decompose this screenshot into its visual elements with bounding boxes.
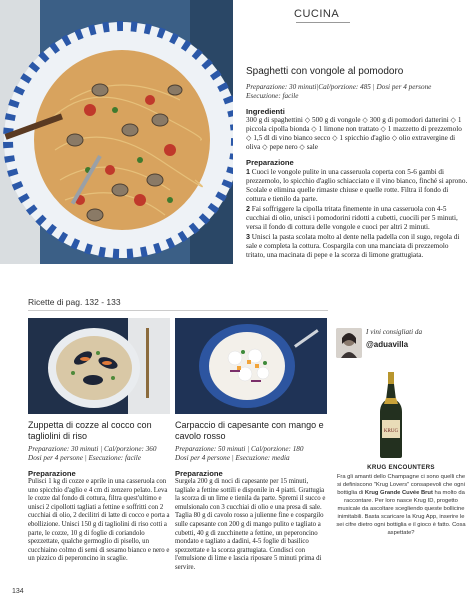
main-recipe-meta-1: Preparazione: 30 minuti|Cal/porzione: 485 | Dosi per 4 persone xyxy=(246,83,432,91)
preparation-heading: Preparazione xyxy=(246,158,294,167)
carpaccio-plate-illustration xyxy=(175,318,327,414)
recipe-1-meta-1: Preparazione: 30 minuti | Cal/porzione: 360 xyxy=(28,445,157,453)
author-handle: @aduavilla xyxy=(366,340,409,349)
recipe-1-title: Zuppetta di cozze al cocco con tagliolini di riso xyxy=(28,420,152,441)
main-recipe-title: Spaghetti con vongole al pomodoro xyxy=(246,66,404,77)
photo-zuppetta-cozze xyxy=(28,318,170,414)
krug-brand-name: Krug Grande Cuvée Brut xyxy=(364,490,433,496)
section-rule xyxy=(296,22,350,23)
section-label xyxy=(294,8,464,23)
recipe-1-text: Pulisci 1 kg di cozze e aprile in una casseruola con uno spicchio d'aglio e 4 cm di zenzero pelato. Leva le cozze dal fondo di cottura, filtra quest'ultimo e unisci 2 cipollotti tagliati a fettine e soffritti con 2 cucchiai di olio, 2 decilitri di latte di cocco e porta a ebollizione. Unisci 150 g di tagliolini di riso cotti a parte, le cozze, 10 g di foglie di coriandolo spezzettate, qualche germoglio di pisello, un cucchiaino colmo di semi di sesamo bianco e nero e un pizzico di peperoncino in scaglie. xyxy=(28,478,170,563)
recipe-zuppetta xyxy=(28,420,170,564)
recipe-2-prep-heading: Preparazione xyxy=(175,469,223,478)
recipe-2-title: Carpaccio di capesante con mango e cavolo rosso xyxy=(175,420,324,441)
prep-step-1-text: Cuoci le vongole pulite in una casseruola coperta con 5-6 gambi di prezzemolo, lo spicchio d'aglio schiacciato e il vino bianco, finché si aprono. Scolale e elimina quelle rimaste chiuse e quelle rotte. Filtra il fondo di cottura e tienilo da parte. xyxy=(246,168,468,203)
recipe-2-meta-2: Dosi per 4 persone | Esecuzione: media xyxy=(175,454,290,462)
champagne-bottle xyxy=(378,372,404,458)
wine-author-row xyxy=(336,328,466,358)
ingredients-text: 300 g di spaghettini ◇ 500 g di vongole ◇ 300 g di pomodori datterini ◇ 1 piccola cipolla bionda ◇ 1 limone non trattato ◇ 1 mazzetto di prezzemolo ◇ 1,5 dl di vino bianco secco ◇ 1 spicchio d'aglio ◇ olio extravergine di oliva ◇ pepe nero ◇ sale xyxy=(246,116,462,151)
prep-step-1 xyxy=(246,167,468,204)
recipe-1-prep-heading: Preparazione xyxy=(28,469,76,478)
ingredients-heading: Ingredienti xyxy=(246,107,285,116)
page-number: 134 xyxy=(12,588,24,595)
krug-bottle-illustration xyxy=(378,372,404,458)
photo-carpaccio-capesante xyxy=(175,318,327,414)
bottle-label-text: KRUG xyxy=(383,429,399,434)
author-avatar xyxy=(336,328,362,358)
section-divider xyxy=(28,310,328,311)
section-label-text: CUCINA xyxy=(294,8,340,20)
prep-step-3-number: 3 xyxy=(246,232,250,241)
main-recipe-meta-2: Esecuzione: facile xyxy=(246,92,299,100)
spaghetti-dish-illustration xyxy=(0,0,233,264)
krug-text-rest: ha molto da raccontare. Per loro nasce Krug ID, progetto musicale da ascoltare scegliendo queste bollicine inimitabili. Basta scaricare la Krug App, inserire le sei cifre dietro ogni bottiglia e il gioco è fatto. Cosa aspettate? xyxy=(336,490,466,536)
main-recipe-body xyxy=(246,83,468,260)
krug-text-intro: Fra gli amanti dello Champagne ci sono quelli che si definiscono "Krug Lovers" consapevoli che ogni bottiglia di xyxy=(336,474,466,496)
wine-recommendation-box xyxy=(336,328,466,537)
author-texts xyxy=(366,328,422,349)
recipe-1-meta-2: Dosi per 4 persone | Esecuzione: facile xyxy=(28,454,141,462)
krug-heading: KRUG ENCOUNTERS xyxy=(367,464,435,471)
mussels-bowl-illustration xyxy=(28,318,170,414)
wine-intro: I vini consigliati da xyxy=(366,328,423,336)
hero-photo-spaghetti-vongole xyxy=(0,0,233,264)
prep-step-3-text: Unisci la pasta scolata molto al dente nella padella con il sugo, regola di sale e completa la cottura. Cospargila con una manciata di prezzemolo tritato, una macinata di pepe e la scorza di limone grattugiata. xyxy=(246,233,460,259)
recipe-carpaccio xyxy=(175,420,327,573)
recipe-2-meta-1: Preparazione: 50 minuti | Cal/porzione: 180 xyxy=(175,445,304,453)
prep-step-2 xyxy=(246,204,468,232)
prep-step-3 xyxy=(246,232,468,260)
prep-step-2-number: 2 xyxy=(246,204,250,213)
prep-step-1-number: 1 xyxy=(246,167,250,176)
prep-step-2-text: Fai soffriggere la cipolla tritata finemente in una casseruola con 4-5 cucchiai di olio, unisci i pomodorini ridotti a cubetti, cuocili per 5 minuti, versa il fondo di cottura delle vongole e cuoci per altri 2 minuti. xyxy=(246,205,458,231)
ricette-page-reference: Ricette di pag. 132 - 133 xyxy=(28,297,121,307)
recipe-2-text: Surgela 200 g di noci di capesante per 15 minuti, tagliale a fettine sottili e disponile in 4 piatti. Grattugia la scorza di un lime e tienila da parte. Spremi il succo e emulsionalo con 3 cucchiai di olio e una presa di sale. Taglia 80 g di cavolo rosso a julienne fine e cospargilo sulle capesante con 200 g di mango pulito e tagliato a cubetti, 40 g di zucchinette a fettine, un peperoncino mondato e tagliato a dadini, 4-5 foglie di basilico spezzettate e la scorza grattugiata. Condisci con l'emulsione di lime e lascia riposare 5 minuti prima di servire. xyxy=(175,478,326,571)
krug-text xyxy=(336,473,466,537)
